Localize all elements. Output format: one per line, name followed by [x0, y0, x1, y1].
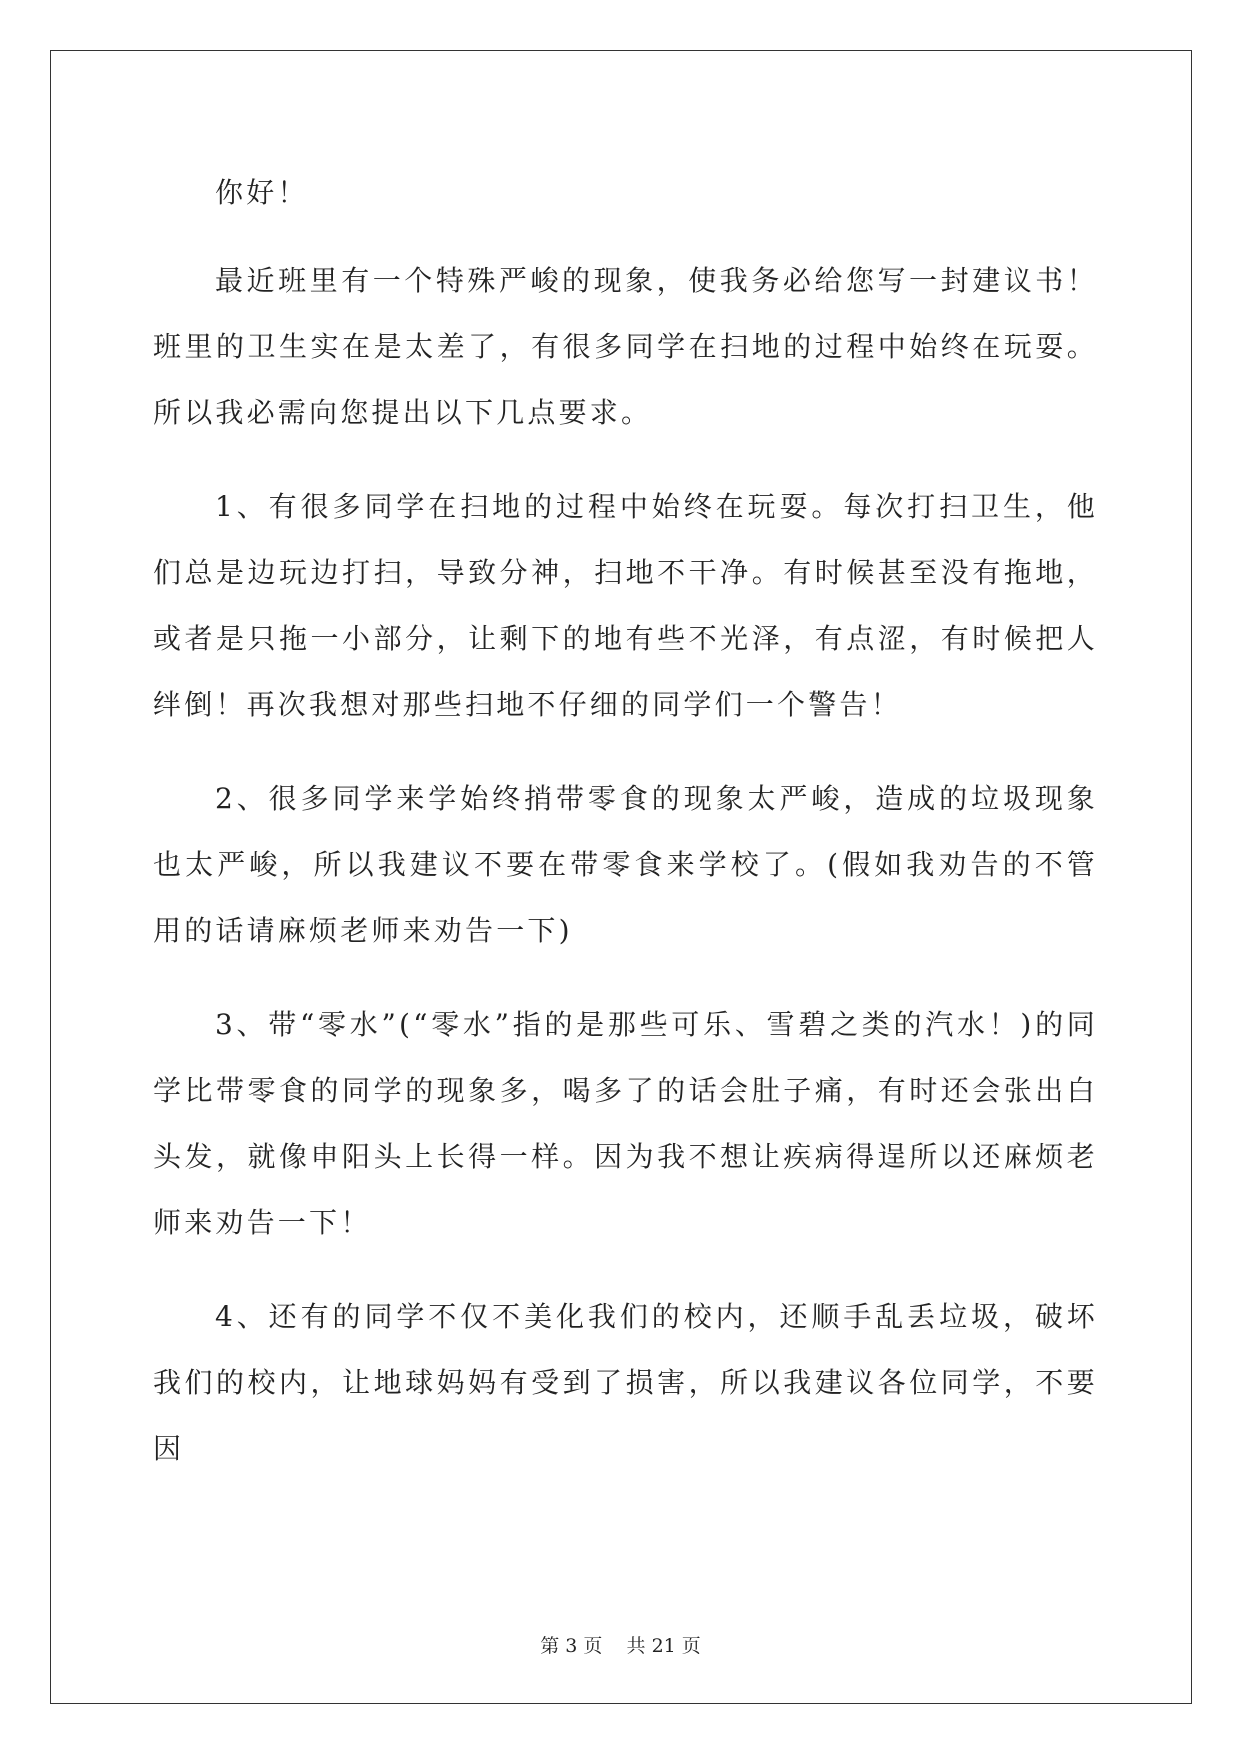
point-4-paragraph: 4、还有的同学不仅不美化我们的校内，还顺手乱丢垃圾，破坏我们的校内，让地球妈妈有受到了损害，所以我建议各位同学，不要因	[153, 1300, 1098, 1465]
point-1-paragraph: 1、有很多同学在扫地的过程中始终在玩耍。每次打扫卫生，他们总是边玩边打扫，导致分神，扫地不干净。有时候甚至没有拖地，或者是只拖一小部分，让剩下的地有些不光泽，有点涩，有时候把人绊倒！再次我想对那些扫地不仔细的同学们一个警告！	[153, 490, 1098, 721]
point-2-paragraph: 2、很多同学来学始终捎带零食的现象太严峻，造成的垃圾现象也太严峻，所以我建议不要在带零食来学校了。(假如我劝告的不管用的话请麻烦老师来劝告一下)	[153, 782, 1098, 947]
intro-paragraph: 最近班里有一个特殊严峻的现象，使我务必给您写一封建议书！班里的卫生实在是太差了，有很多同学在扫地的过程中始终在玩耍。所以我必需向您提出以下几点要求。	[153, 264, 1098, 429]
document-body	[153, 160, 1098, 1510]
page-number-footer: 第 3 页 共 21 页	[540, 1635, 701, 1657]
greeting-paragraph: 你好！	[215, 176, 309, 209]
point-3-paragraph: 3、带“零水”(“零水”指的是那些可乐、雪碧之类的汽水！)的同学比带零食的同学的现象多，喝多了的话会肚子痛，有时还会张出白头发，就像申阳头上长得一样。因为我不想让疾病得逞所以还麻烦老师来劝告一下！	[153, 1008, 1098, 1239]
